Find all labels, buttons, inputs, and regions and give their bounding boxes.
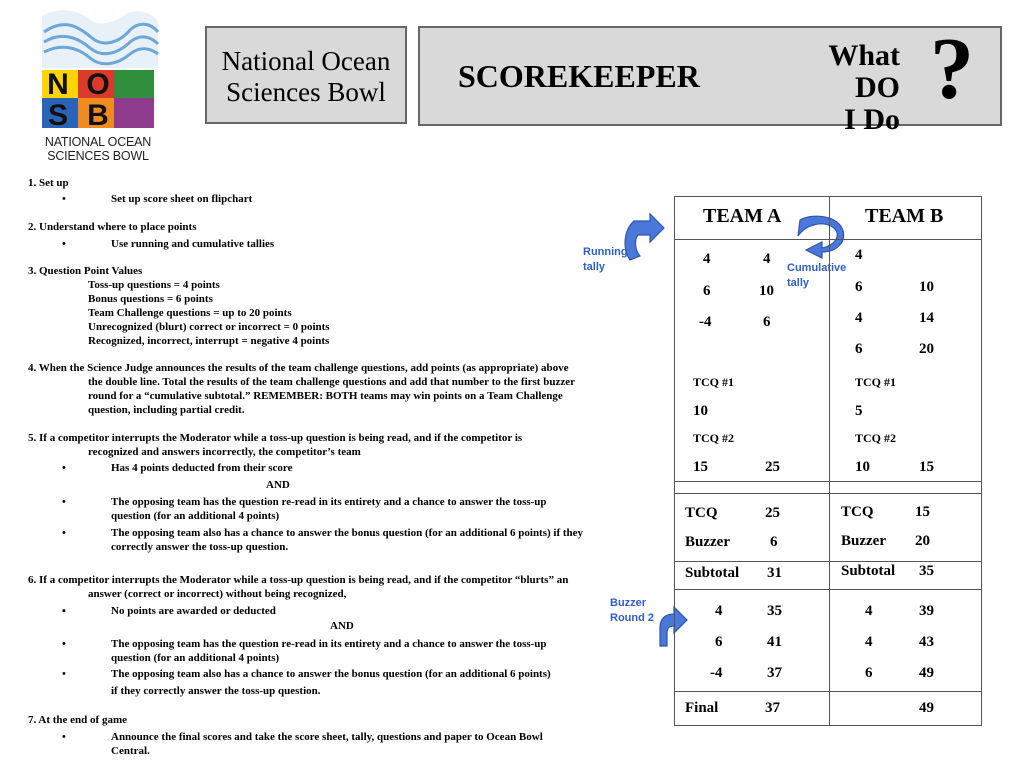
step-6-bullet-c-line-1: The opposing team also has a chance to answer the bonus question (for an additional 6 points) [111,668,551,680]
team-b-heading: TEAM B [865,205,944,227]
team-b-cumulative-2: 14 [919,310,934,326]
step-5-bullet-b-line-1: The opposing team has the question re-read in its entirety and a chance to answer the toss-up [111,496,547,508]
team-b-round2-cumulative-3: 49 [919,665,934,681]
team-b-running-2: 6 [855,279,863,295]
team-a-tcq-total: 25 [765,459,780,475]
team-b-round2-cumulative-2: 43 [919,634,934,650]
nosb-logo [32,8,164,168]
question-mark: ? [930,21,974,118]
bullet-5b: • [62,496,66,508]
buzzer-label-line-2: Round 2 [610,612,654,624]
team-a-subtotal-value: 31 [767,565,782,581]
nosb-wave-logo-icon [34,8,162,136]
team-a-running-2: 6 [703,283,711,299]
step-6-line-1: 6. If a competitor interrupts the Moderator while a toss-up question is being read, and if the competitor “blurts” an [28,574,569,586]
step-7-line-2: Central. [111,745,150,757]
tcq-double-line-1 [675,481,981,482]
step-5-bullet-b-line-2: question (for an additional 4 points) [111,510,280,522]
cumulative-label-line-2: tally [787,277,810,289]
team-a-round2-running-2: 6 [715,634,723,650]
bullet-2: • [62,238,66,250]
scorekeeper-box [418,21,1002,136]
tcq-double-line-2 [675,493,981,494]
title-line-1: National Ocean [221,46,391,76]
points-team-challenge: Team Challenge questions = up to 20 points [88,307,292,319]
logo-letter-o: O [86,68,110,101]
step-1-item: Set up score sheet on flipchart [111,193,253,205]
bullet-5a: • [62,462,66,474]
buzzer-label-line-1: Buzzer [610,597,647,609]
title-box [205,26,407,124]
team-b-round2-cumulative-1: 39 [919,603,934,619]
team-a-heading: TEAM A [703,205,782,227]
running-tally-arrow-icon [625,214,664,260]
team-a-tcq2-label: TCQ #2 [693,431,735,445]
what-do-i-do [780,40,900,136]
title-line-2: Sciences Bowl [226,77,386,107]
team-a-tcq1-value: 10 [693,403,708,419]
bullet-5c: • [62,527,66,539]
step-5-line-1: 5. If a competitor interrupts the Moderator while a toss-up question is being read, and if the competitor is [28,432,523,444]
team-b-cumulative-1: 10 [919,279,934,295]
team-a-final-score: 37 [765,700,780,716]
team-a-cumulative-3: 6 [763,314,771,330]
team-a-cumulative-1: 4 [763,251,771,267]
points-unrecognized: Unrecognized (blurt) correct or incorrect = 0 points [88,321,330,333]
team-b-subtotal-label: Subtotal [841,563,896,579]
score-sheet [674,196,982,726]
logo-letter-b: B [87,99,109,132]
logo-letter-s: S [47,99,69,132]
points-recognized: Recognized, incorrect, interrupt = negative 4 points [88,335,330,347]
running-label-line-1: Running [583,246,628,258]
step-2-item: Use running and cumulative tallies [111,238,275,250]
bullet-6c: • [62,668,66,680]
bullet-6a: ▪ [62,605,66,617]
and-1: AND [266,479,290,491]
team-a-round2-running-3: -4 [710,665,723,681]
what-line-1: What DO [828,39,900,104]
step-6-bullet-a: No points are awarded or deducted [111,605,276,617]
points-toss-up: Toss-up questions = 4 points [88,279,220,291]
team-a-tcq2-value: 15 [693,459,708,475]
team-b-buzzer-value: 20 [915,533,930,549]
team-a-tcq-summary-label: TCQ [685,505,718,521]
team-b-round2-running-2: 4 [865,634,873,650]
cumulative-label-line-1: Cumulative [787,262,847,274]
team-a-buzzer-value: 6 [770,534,778,550]
bullet-6b: • [62,638,66,650]
team-a-buzzer-label: Buzzer [685,534,730,550]
team-a-subtotal-label: Subtotal [685,565,740,581]
step-7-line-1: Announce the final scores and take the score sheet, tally, questions and paper to Ocean Bowl [111,731,543,743]
step-1: 1. Set up [28,177,69,189]
team-a-round2-cumulative-1: 35 [767,603,782,619]
step-6-bullet-c-line-2: if they correctly answer the toss-up question. [111,685,321,697]
logo-line-1: NATIONAL OCEAN [44,135,152,149]
team-b-tcq2-value: 10 [855,459,870,475]
running-label-line-2: tally [583,261,606,273]
team-b-tcq1-label: TCQ #1 [855,375,897,389]
team-b-running-1: 4 [855,247,863,263]
step-5-bullet-c-line-1: The opposing team also has a chance to answer the bonus question (for an additional 6 points) if they [111,527,584,539]
team-b-subtotal-value: 35 [919,563,934,579]
team-a-round2-cumulative-3: 37 [767,665,782,681]
team-b-tcq2-label: TCQ #2 [855,431,897,445]
and-2: AND [330,620,354,632]
buzzer-round-2-label [610,596,654,626]
team-b-running-3: 4 [855,310,863,326]
logo-letter-n: N [47,68,69,101]
team-a-tcq1-label: TCQ #1 [693,375,735,389]
step-5-line-2: recognized and answers incorrectly, the competitor’s team [88,446,361,458]
bullet-1: • [62,193,66,205]
step-4-line-2: the double line. Total the results of the team challenge questions and add that number to the first buzzer [88,376,575,388]
team-divider [829,197,830,725]
step-5-bullet-c-line-2: correctly answer the toss-up question. [111,541,289,553]
team-b-tcq-summary-label: TCQ [841,504,874,520]
step-2: 2. Understand where to place points [28,221,197,233]
team-a-round2-cumulative-2: 41 [767,634,782,650]
team-b-round2-running-1: 4 [865,603,873,619]
team-b-running-4: 6 [855,341,863,357]
team-header-line [675,239,981,240]
logo-line-2: SCIENCES BOWL [47,149,149,163]
team-b-buzzer-label: Buzzer [841,533,886,549]
team-b-tcq1-value: 5 [855,403,863,419]
scorekeeper-heading: SCOREKEEPER [458,58,700,94]
team-b-tcq-summary-value: 15 [915,504,930,520]
step-5-bullet-a: Has 4 points deducted from their score [111,462,293,474]
team-a-cumulative-2: 10 [759,283,774,299]
subtotal-bottom-line [675,589,981,590]
team-a-running-1: 4 [703,251,711,267]
step-6-bullet-b-line-2: question (for an additional 4 points) [111,652,280,664]
subtotal-top-line [675,561,981,562]
step-7: 7. At the end of game [28,714,127,726]
final-label: Final [685,700,719,716]
what-line-2: I Do [844,103,900,136]
team-b-final-score: 49 [919,700,934,716]
bullet-7: • [62,731,66,743]
team-b-round2-running-3: 6 [865,665,873,681]
team-a-tcq-summary-value: 25 [765,505,780,521]
step-4-line-1: 4. When the Science Judge announces the results of the team challenge questions, add points (as appropriate) above [28,362,569,374]
step-6-line-2: answer (correct or incorrect) without being recognized, [88,588,347,600]
points-bonus: Bonus questions = 6 points [88,293,213,305]
step-4-line-3: round for a “cumulative subtotal.” REMEMBER: BOTH teams may win points on a Team Challenge [88,390,563,402]
step-4-line-4: question, including partial credit. [88,404,245,416]
running-tally-label [583,245,628,275]
final-line [675,691,981,692]
team-b-tcq-total: 15 [919,459,934,475]
step-6-bullet-b-line-1: The opposing team has the question re-read in its entirety and a chance to answer the toss-up [111,638,547,650]
team-a-running-3: -4 [699,314,712,330]
team-b-cumulative-3: 20 [919,341,934,357]
step-3: 3. Question Point Values [28,265,143,277]
team-a-round2-running-1: 4 [715,603,723,619]
